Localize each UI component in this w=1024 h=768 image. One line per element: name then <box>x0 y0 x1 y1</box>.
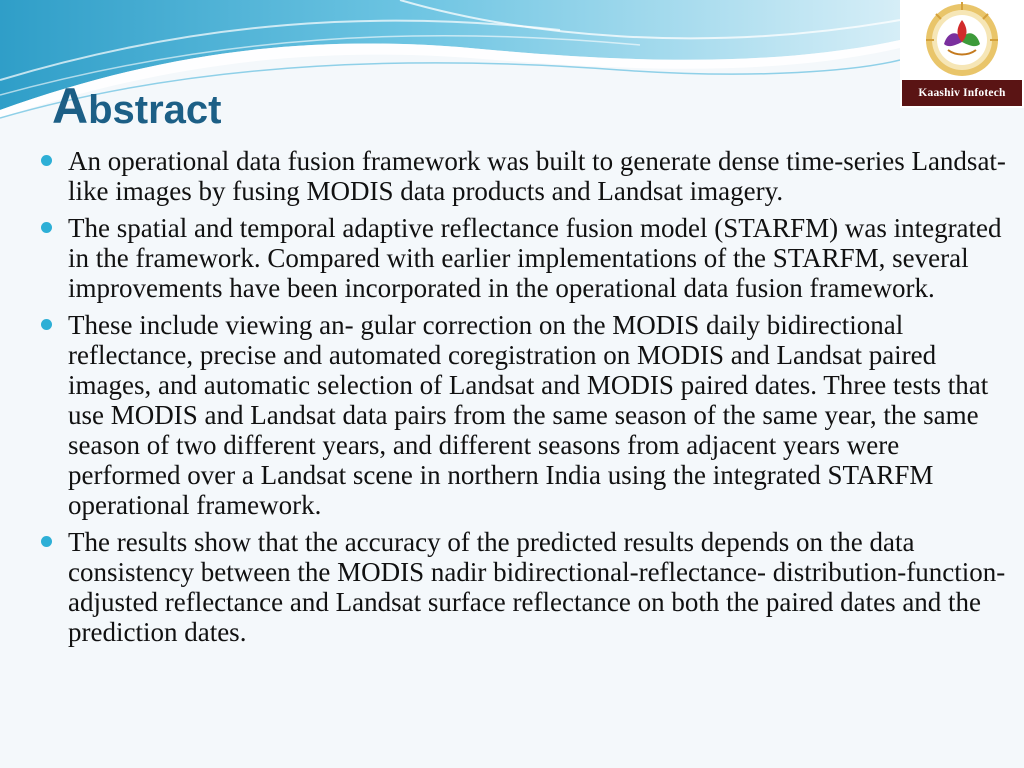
bullet-text: The spatial and temporal adaptive reflectance fusion model (STARFM) was integrated in the framework. Compared with earlier implementations of the STARFM, several improvements have been incorporated in the operational data fusion framework. <box>68 213 1002 303</box>
logo-caption: Kaashiv Infotech <box>902 80 1022 106</box>
bullet-item <box>40 146 1015 206</box>
bullet-list <box>40 146 1015 654</box>
bullet-text: These include viewing an- gular correction on the MODIS daily bidirectional reflectance, precise and automated coregistration on MODIS and Landsat paired images, and automatic selection of Landsat and MODIS paired dates. Three tests that use MODIS and Landsat data pairs from the same season of the same year, the same season of two different years, and different seasons from adjacent years were performed over a Landsat scene in northern India using the integrated STARFM operational framework. <box>68 310 989 520</box>
title-first-letter: A <box>52 78 89 134</box>
bullet-dot-icon <box>41 319 52 330</box>
slide-title <box>52 76 222 140</box>
lotus-emblem-icon <box>904 0 1020 80</box>
bullet-dot-icon <box>41 222 52 233</box>
bullet-text: The results show that the accuracy of the predicted results depends on the data consistency between the MODIS nadir bidirectional-reflectance- distribution-function-adjusted reflectance and Landsat surface reflectance on both the paired dates and the prediction dates. <box>68 527 1006 647</box>
title-rest: bstract <box>88 88 222 132</box>
bullet-item <box>40 310 1015 520</box>
bullet-item <box>40 527 1015 647</box>
company-logo <box>900 0 1024 108</box>
bullet-dot-icon <box>41 536 52 547</box>
bullet-item <box>40 213 1015 303</box>
bullet-text: An operational data fusion framework was built to generate dense time-series Landsat-like images by fusing MODIS data products and Landsat imagery. <box>68 146 1006 206</box>
bullet-dot-icon <box>41 155 52 166</box>
